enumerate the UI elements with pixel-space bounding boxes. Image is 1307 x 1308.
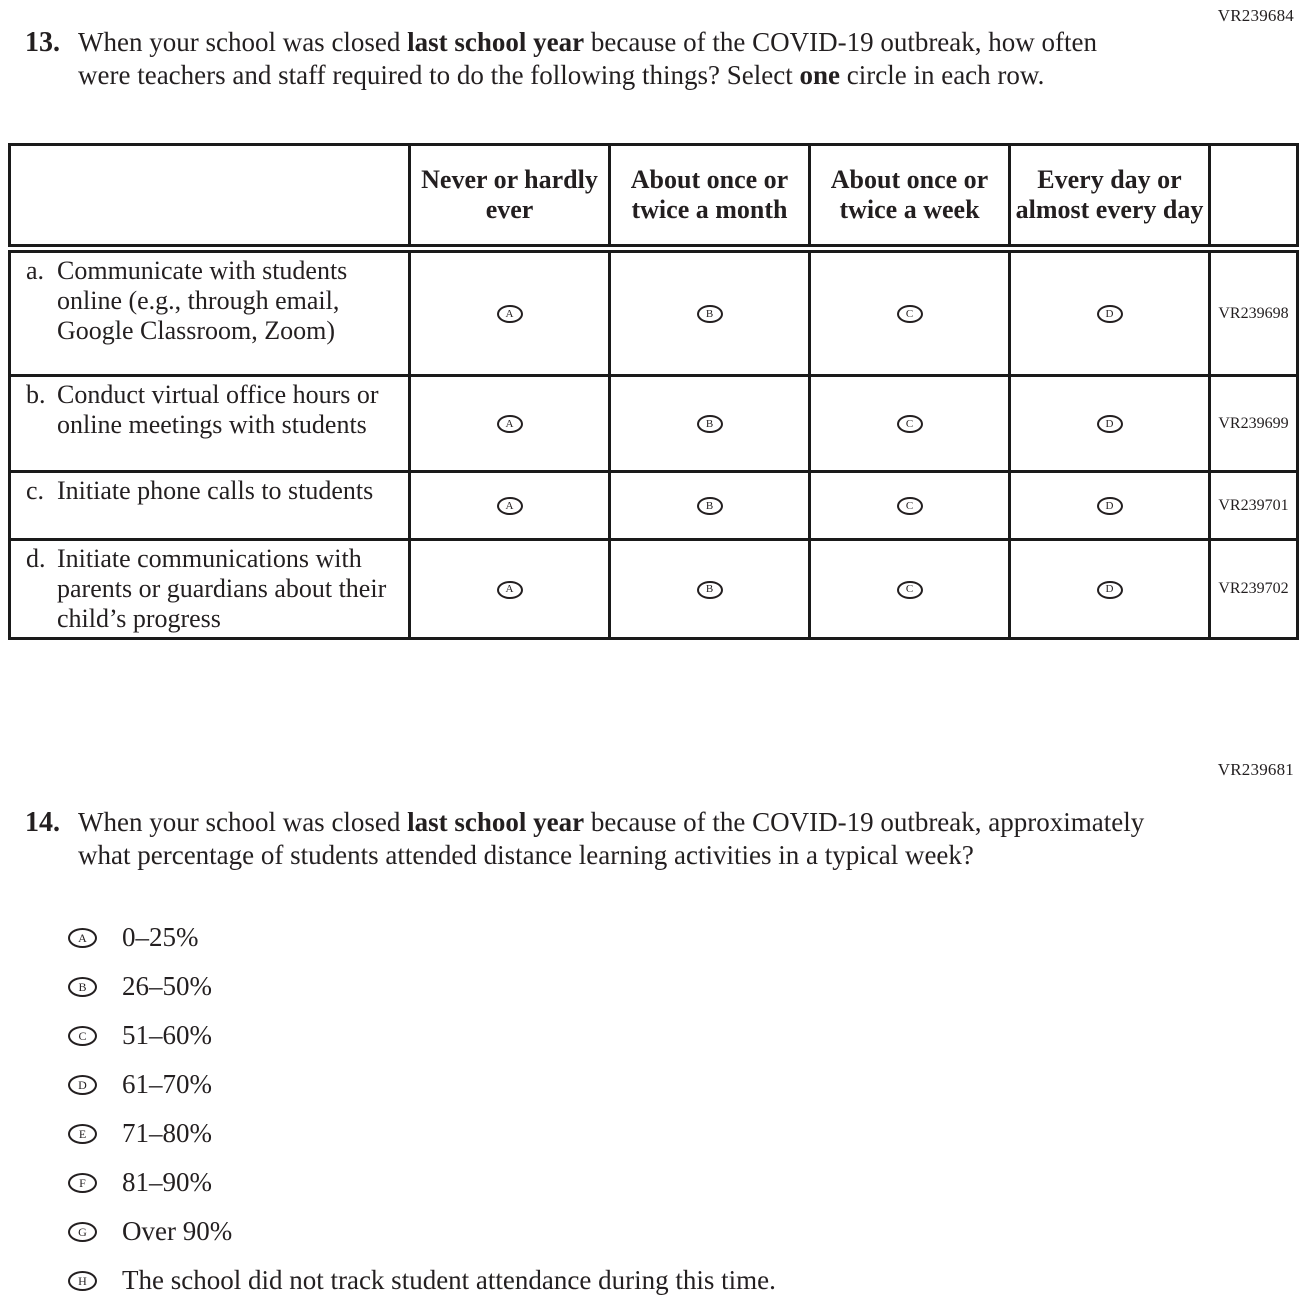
- row-d-stem: [10, 540, 410, 639]
- row-text: Communicate with students online (e.g., through email, Google Classroom, Zoom): [57, 256, 348, 345]
- form-code-top: VR239684: [1217, 6, 1294, 25]
- question-14: [25, 806, 1156, 872]
- answer-bubble-a[interactable]: A: [497, 415, 523, 433]
- answer-bubble-d[interactable]: D: [1097, 305, 1123, 323]
- question-13: [25, 26, 1156, 92]
- option-g-label: Over 90%: [122, 1216, 233, 1246]
- answer-bubble-a[interactable]: A: [497, 581, 523, 599]
- col-header-week: About once or twice a week: [810, 145, 1010, 249]
- row-letter: a.: [26, 256, 45, 285]
- answer-bubble-d[interactable]: D: [68, 1075, 97, 1095]
- answer-bubble-c[interactable]: C: [897, 581, 923, 599]
- table-row-d: [10, 540, 1298, 639]
- answer-bubble-c[interactable]: C: [68, 1026, 97, 1046]
- answer-bubble-b[interactable]: B: [697, 305, 723, 323]
- question-14-number: 14.: [25, 807, 60, 838]
- question-13-number: 13.: [25, 27, 60, 58]
- answer-bubble-g[interactable]: G: [68, 1222, 97, 1242]
- row-text: Initiate communications with parents or guardians about their child’s progress: [57, 544, 387, 633]
- row-code: VR239701: [1210, 472, 1298, 540]
- form-code-mid: VR239681: [1217, 760, 1294, 779]
- option-e: [68, 1109, 1268, 1158]
- option-b: [68, 962, 1268, 1011]
- option-a: [68, 913, 1268, 962]
- answer-bubble-a[interactable]: A: [497, 305, 523, 323]
- option-c: [68, 1011, 1268, 1060]
- answer-bubble-f[interactable]: F: [68, 1173, 97, 1193]
- question-13-text: When your school was closed last school year because of the COVID-19 outbreak, how often were teachers and staff required to do the following things? Select one circle in each row.: [78, 27, 1097, 90]
- option-g: [68, 1207, 1268, 1256]
- answer-bubble-h[interactable]: H: [68, 1271, 97, 1291]
- col-header-daily: Every day or almost every day: [1010, 145, 1210, 249]
- table-row-b: [10, 376, 1298, 472]
- question-14-text: When your school was closed last school year because of the COVID-19 outbreak, approximately what percentage of students attended distance learning activities in a typical week?: [78, 807, 1145, 870]
- option-e-label: 71–80%: [122, 1118, 212, 1148]
- row-letter: d.: [26, 544, 46, 573]
- answer-bubble-a[interactable]: A: [68, 928, 97, 948]
- col-header-code: [1210, 145, 1298, 249]
- row-letter: b.: [26, 380, 46, 409]
- option-f-label: 81–90%: [122, 1167, 212, 1197]
- row-text: Conduct virtual office hours or online meetings with students: [57, 380, 379, 439]
- answer-bubble-d[interactable]: D: [1097, 497, 1123, 515]
- frequency-matrix-table: [8, 143, 1299, 640]
- row-code: VR239699: [1210, 376, 1298, 472]
- answer-bubble-a[interactable]: A: [497, 497, 523, 515]
- option-d: [68, 1060, 1268, 1109]
- question-14-options: [68, 913, 1268, 1305]
- answer-bubble-d[interactable]: D: [1097, 581, 1123, 599]
- option-a-label: 0–25%: [122, 922, 199, 952]
- table-row-a: [10, 249, 1298, 376]
- table-corner-cell: [10, 145, 410, 249]
- answer-bubble-c[interactable]: C: [897, 305, 923, 323]
- answer-bubble-b[interactable]: B: [697, 415, 723, 433]
- answer-bubble-b[interactable]: B: [697, 497, 723, 515]
- option-h: [68, 1256, 1268, 1305]
- option-c-label: 51–60%: [122, 1020, 212, 1050]
- option-b-label: 26–50%: [122, 971, 212, 1001]
- row-code: VR239698: [1210, 249, 1298, 376]
- option-f: [68, 1158, 1268, 1207]
- row-b-stem: [10, 376, 410, 472]
- answer-bubble-c[interactable]: C: [897, 497, 923, 515]
- col-header-never: Never or hardly ever: [410, 145, 610, 249]
- answer-bubble-d[interactable]: D: [1097, 415, 1123, 433]
- row-c-stem: [10, 472, 410, 540]
- answer-bubble-b[interactable]: B: [697, 581, 723, 599]
- table-row-c: [10, 472, 1298, 540]
- option-h-label: The school did not track student attendance during this time.: [122, 1265, 776, 1295]
- row-letter: c.: [26, 476, 45, 505]
- row-text: Initiate phone calls to students: [57, 476, 374, 505]
- row-code: VR239702: [1210, 540, 1298, 639]
- table-header-row: [10, 145, 1298, 249]
- col-header-month: About once or twice a month: [610, 145, 810, 249]
- answer-bubble-c[interactable]: C: [897, 415, 923, 433]
- row-a-stem: [10, 249, 410, 376]
- answer-bubble-e[interactable]: E: [68, 1124, 97, 1144]
- option-d-label: 61–70%: [122, 1069, 212, 1099]
- answer-bubble-b[interactable]: B: [68, 977, 97, 997]
